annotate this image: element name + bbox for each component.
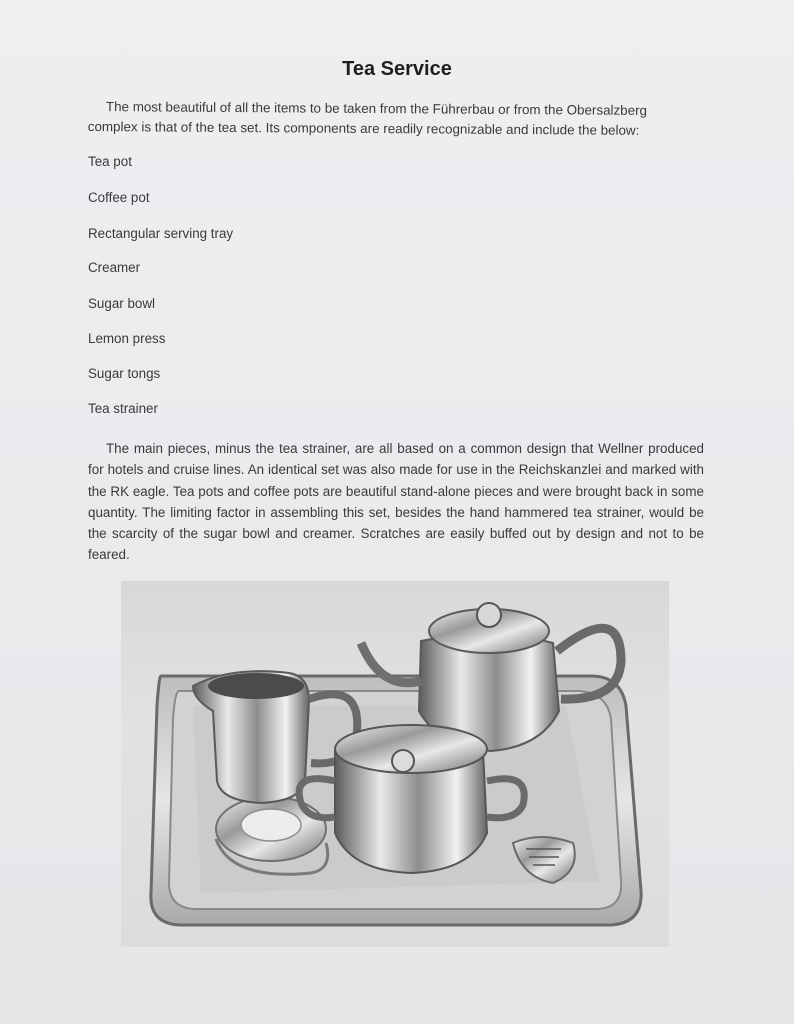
body-paragraph: The main pieces, minus the tea strainer, are all based on a common design that Wellner produced for hotels and cruise lines. An identical set was also made for use in the Reichskanzlei and marked with the RK eagle. Tea pots and coffee pots are beautiful stand-alone pieces and were brought back in some quantity. The limiting factor in assembling this set, besides the hand hammered tea strainer, would be the scarcity of the sugar bowl and creamer. Scratches are easily buffed out by design and not to be feared. (88, 441, 704, 563)
list-item: Coffee pot (88, 190, 150, 205)
list-item: Lemon press (88, 331, 166, 346)
list-item: Sugar tongs (88, 366, 161, 381)
list-item: Tea pot (88, 154, 132, 169)
intro-paragraph: The most beautiful of all the items to be taken from the Führerbau or from the Obersalzberg complex is that of the tea set. Its components are readily recognizable and include the below: (87, 99, 648, 138)
list-item: Tea strainer (88, 401, 158, 416)
tea-service-photo (121, 581, 669, 947)
list-item: Rectangular serving tray (88, 226, 234, 241)
tea-service-illustration (121, 581, 669, 947)
list-item: Sugar bowl (88, 296, 155, 311)
list-item: Creamer (88, 260, 141, 275)
page-title: Tea Service (342, 58, 452, 80)
